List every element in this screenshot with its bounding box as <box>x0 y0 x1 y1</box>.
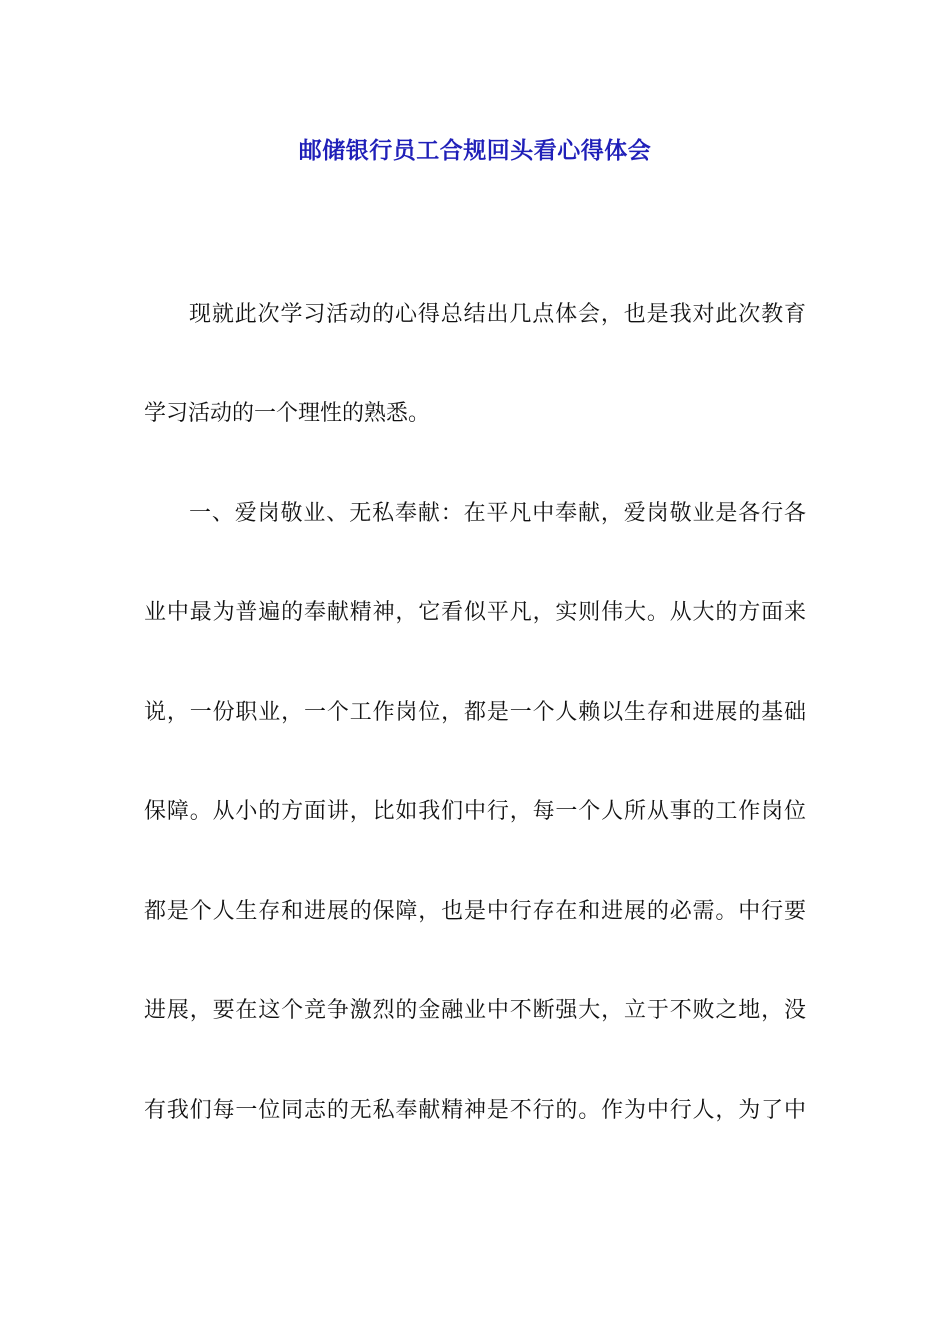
paragraph-2-line-2: 业中最为普遍的奉献精神，它看似平凡，实则伟大。从大的方面来 <box>144 600 806 625</box>
document-title: 邮储银行员工合规回头看心得体会 <box>298 138 652 164</box>
paragraph-2-line-4: 保障。从小的方面讲，比如我们中行，每一个人所从事的工作岗位 <box>144 799 806 824</box>
paragraph-2-line-1: 一、爱岗敬业、无私奉献：在平凡中奉献，爱岗敬业是各行各 <box>189 501 806 526</box>
paragraph-2-line-7: 有我们每一位同志的无私奉献精神是不行的。作为中行人，为了中 <box>144 1098 806 1123</box>
paragraph-2-line-6: 进展，要在这个竞争激烈的金融业中不断强大，立于不败之地，没 <box>144 998 806 1023</box>
paragraph-1-line-1: 现就此次学习活动的心得总结出几点体会，也是我对此次教育 <box>189 302 806 327</box>
paragraph-2-line-3: 说，一份职业，一个工作岗位，都是一个人赖以生存和进展的基础 <box>144 700 806 725</box>
paragraph-2-line-5: 都是个人生存和进展的保障，也是中行存在和进展的必需。中行要 <box>144 899 806 924</box>
paragraph-1-line-2: 学习活动的一个理性的熟悉。 <box>144 401 431 426</box>
